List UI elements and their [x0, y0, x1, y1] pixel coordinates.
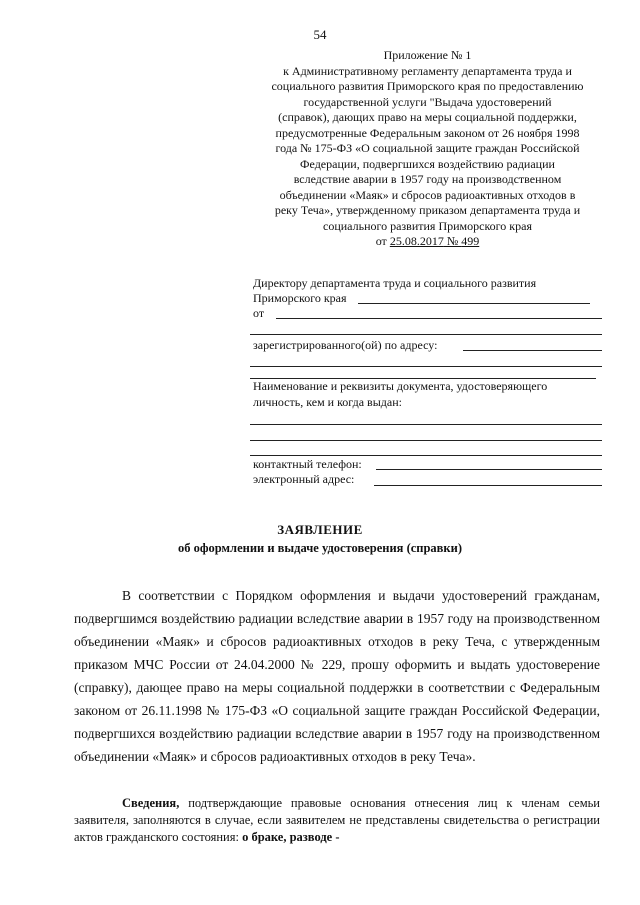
id-document-fill-line-2[interactable]: [250, 440, 602, 441]
appendix-header: [255, 48, 600, 250]
appendix-line: Приложение № 1: [383, 48, 472, 62]
document-subtitle: об оформлении и выдаче удостоверения (справки): [178, 541, 462, 555]
from-label: от: [253, 306, 265, 320]
family-info-text: подтверждающие правовые основания отнесения лиц к членам семьи заявителя, заполняются в случае, если заявителем не представлены свидетельства о регистрации актов гражданского состояния:: [74, 796, 600, 844]
address-fill-line-1[interactable]: [463, 350, 602, 351]
address-fill-line-2[interactable]: [250, 366, 602, 367]
addressee-line-1: Директору департамента труда и социального развития: [253, 276, 537, 290]
appendix-line: вследствие аварии в 1957 году на производственном: [293, 172, 562, 186]
addressee-line-2: Приморского края: [253, 291, 347, 305]
phone-fill-line[interactable]: [376, 469, 602, 470]
id-document-label-2: личность, кем и когда выдан:: [253, 395, 402, 409]
family-info-note: [74, 795, 600, 846]
appendix-line: года № 175-ФЗ «О социальной защите граждан Российской: [275, 141, 580, 155]
appendix-line: объединении «Маяк» и сбросов радиоактивных отходов в: [279, 187, 576, 202]
appendix-line: реку Теча», утвержденному приказом департамента труда и: [274, 203, 581, 217]
family-info-tail: о браке, разводе -: [242, 830, 340, 844]
appendix-line: предусмотренные Федеральным законом от 26 ноября 1998: [275, 125, 580, 140]
date-prefix: от: [375, 234, 390, 248]
email-fill-line[interactable]: [374, 485, 602, 486]
from-fill-line[interactable]: [276, 318, 602, 319]
statement-paragraph: В соответствии с Порядком оформления и выдачи удостоверений гражданам, подвергшимся воздействию радиации вследствие аварии в 1957 году на производственном объединении «Маяк» и сбросов радиоактивных отходов в реку Теча, с утвержденным приказом МЧС России от 24.04.2000 № 229, прошу оформить и выдать удостоверение (справку), дающее право на меры социальной поддержки в соответствии с Федеральным законом от 26.11.1998 № 175-ФЗ «О социальной защите граждан Российской Федерации, подвергшихся воздействию радиации вследствие аварии в 1957 году на производственном объединении «Маяк» и сбросов радиоактивных отходов в реку Теча».: [74, 588, 600, 764]
appendix-line: (справок), дающих право на меры социальной поддержки,: [278, 110, 577, 124]
addressee-fill-line[interactable]: [358, 303, 590, 304]
appendix-line: Федерации, подвергшихся воздействию радиации: [300, 156, 555, 171]
email-label: электронный адрес:: [253, 472, 355, 486]
id-document-label-1: Наименование и реквизиты документа, удостоверяющего: [253, 379, 548, 393]
appendix-line: социального развития Приморского края: [323, 218, 532, 233]
number-sep: №: [443, 234, 462, 248]
phone-label: контактный телефон:: [253, 457, 362, 471]
document-title: ЗАЯВЛЕНИЕ: [277, 522, 363, 537]
appendix-line: государственной услуги "Выдача удостоверений: [303, 94, 552, 109]
appendix-date: 25.08.2017: [389, 234, 444, 248]
family-info-paragraph: [74, 795, 600, 846]
appendix-number: 499: [461, 234, 480, 248]
page-number: 54: [313, 27, 327, 42]
id-document-fill-line-1[interactable]: [250, 424, 602, 425]
id-document-fill-line-3[interactable]: [250, 455, 602, 456]
statement-body: [74, 584, 600, 768]
address-label: зарегистрированного(ой) по адресу:: [253, 338, 438, 352]
name-fill-line[interactable]: [250, 334, 602, 335]
appendix-line: социального развития Приморского края по предоставлению: [271, 79, 584, 93]
appendix-line: к Административному регламенту департамента труда и: [283, 63, 572, 78]
family-info-lead: Сведения,: [122, 796, 180, 810]
appendix-date-line: [255, 234, 600, 250]
